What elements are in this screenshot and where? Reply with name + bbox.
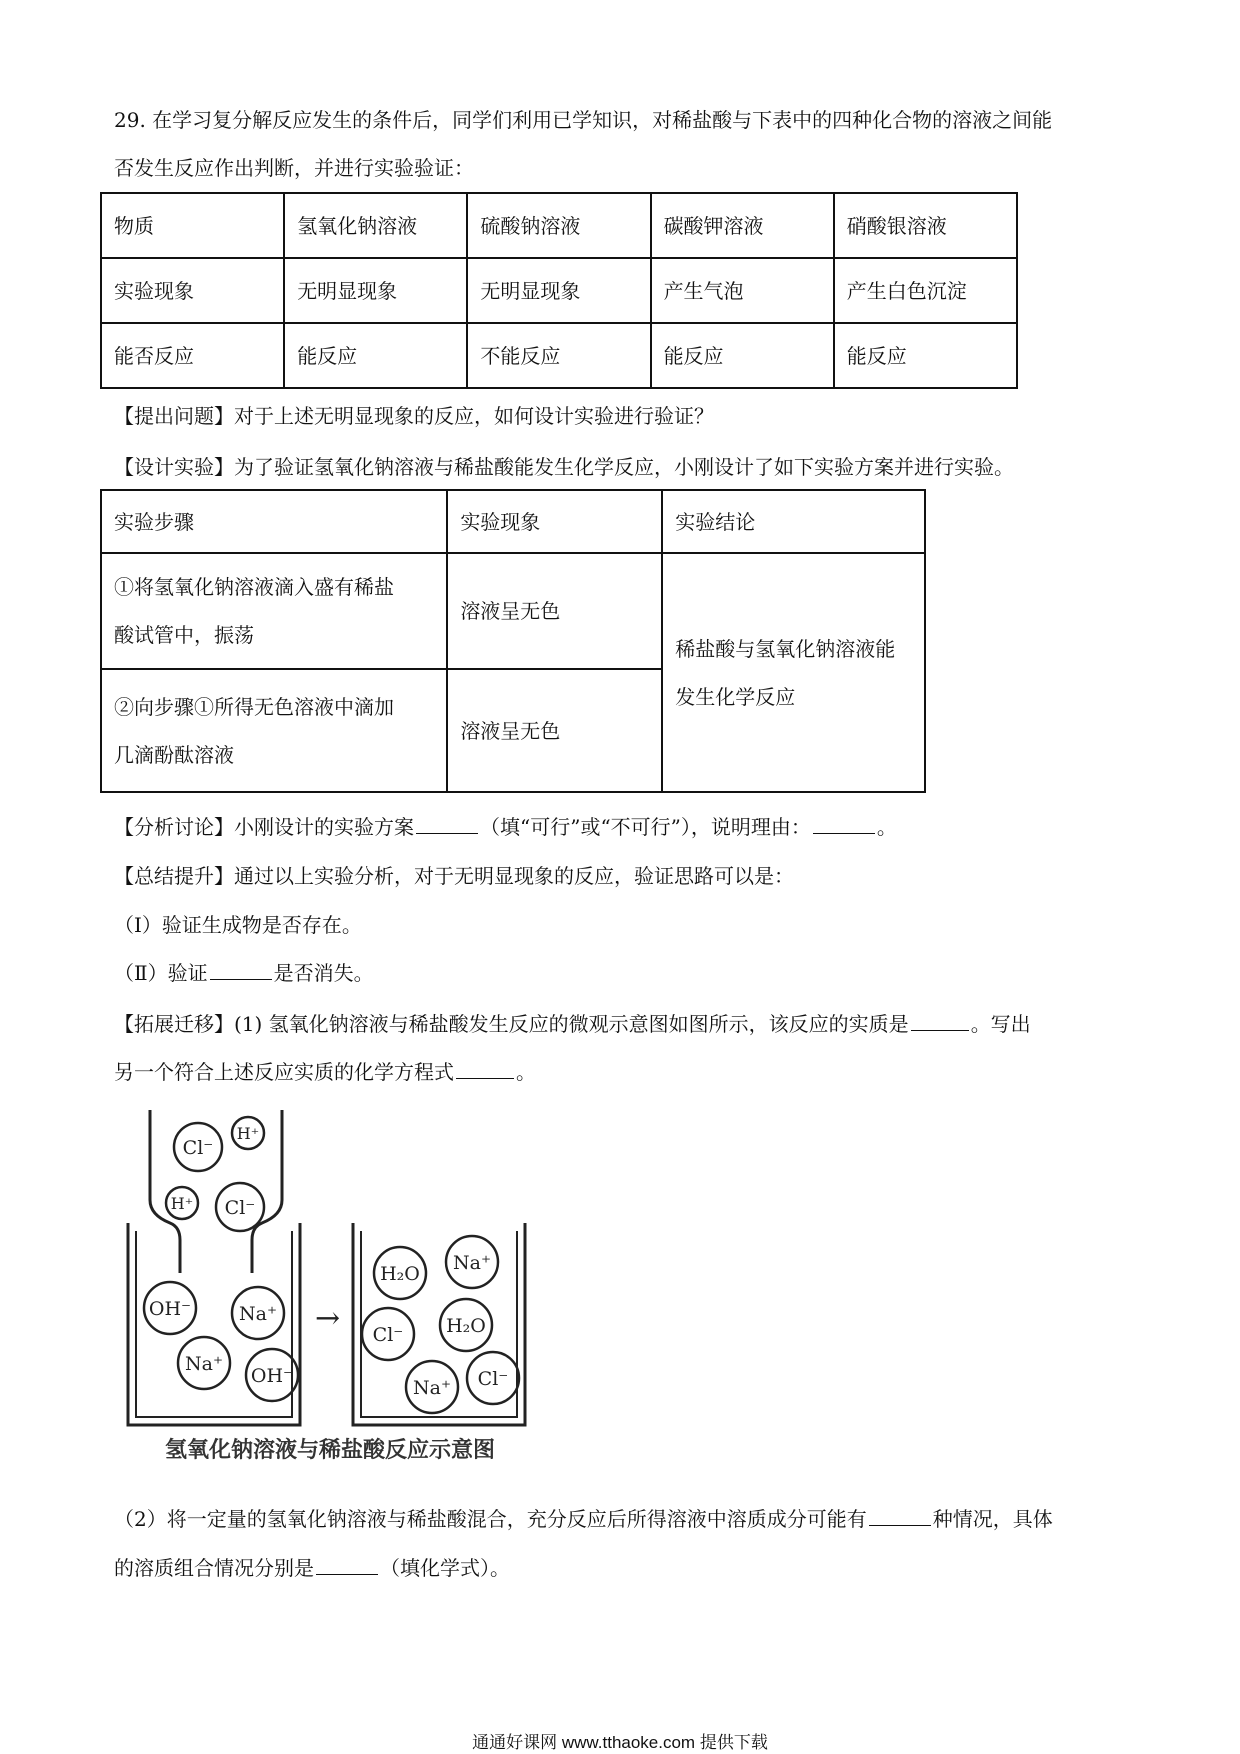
ion-label: H⁺ [170, 1194, 194, 1213]
table-cell: 能反应 [651, 323, 834, 388]
experiment-table [100, 489, 926, 793]
part-2-line-2-suffix: （填化学式）。 [380, 1556, 510, 1580]
ion-label: Na⁺ [185, 1353, 223, 1375]
table-cell: 能反应 [834, 323, 1017, 388]
table-cell: 硝酸银溶液 [834, 193, 1017, 258]
table-cell: 能反应 [284, 323, 467, 388]
answer-blank [813, 813, 875, 834]
step-2-phenomenon: 溶液呈无色 [447, 669, 662, 792]
answer-blank [210, 959, 272, 980]
answer-blank [911, 1010, 969, 1031]
answer-blank [316, 1554, 378, 1575]
ion-particle [446, 1236, 498, 1288]
conclusion-cell [662, 553, 925, 792]
conclusion-line-2: 发生化学反应 [675, 684, 796, 709]
ion-label: OH⁻ [250, 1365, 294, 1387]
extend-line-1 [114, 997, 1134, 1051]
table-cell: 实验现象 [101, 258, 284, 323]
table-cell: 物质 [101, 193, 284, 258]
ion-particle [374, 1247, 426, 1299]
extend-line-2-prefix: 另一个符合上述反应实质的化学方程式 [114, 1060, 454, 1084]
question-line-1: 29. 在学习复分解反应发生的条件后，同学们利用已学知识，对稀盐酸与下表中的四种化合物的溶液之间能 [114, 108, 1053, 132]
header-phenomenon: 实验现象 [447, 490, 662, 553]
ion-label: Cl⁻ [224, 1197, 256, 1219]
item-2-prefix: （Ⅱ）验证 [114, 961, 208, 985]
table-row [101, 193, 1017, 258]
table-cell: 碳酸钾溶液 [651, 193, 834, 258]
ion-particle [144, 1282, 196, 1334]
ion-particle [178, 1337, 230, 1389]
ion-particle [406, 1361, 458, 1413]
part-2-line-2 [114, 1541, 1134, 1595]
table-cell: 氢氧化钠溶液 [284, 193, 467, 258]
step-1-line-1: ①将氢氧化钠溶液滴入盛有稀盐 [114, 575, 394, 599]
ion-particle [362, 1308, 414, 1360]
ion-label: OH⁻ [148, 1298, 192, 1320]
ion-label: Na⁺ [413, 1377, 451, 1399]
part-2-line-1 [114, 1492, 1134, 1546]
extend-prefix: 【拓展迁移】(1) 氢氧化钠溶液与稀盐酸发生反应的微观示意图如图所示，该反应的实质是 [114, 1012, 909, 1036]
ion-particle [467, 1352, 519, 1404]
conclusion-line-1: 稀盐酸与氢氧化钠溶液能 [675, 636, 896, 661]
analysis-line [114, 800, 1134, 854]
extend-line-2 [114, 1045, 1134, 1099]
ion-particle [440, 1299, 492, 1351]
table-cell: 能否反应 [101, 323, 284, 388]
ask-question: 【提出问题】对于上述无明显现象的反应，如何设计实验进行验证？ [114, 404, 714, 428]
item-1: （Ⅰ）验证生成物是否存在。 [114, 913, 362, 937]
ion-particle [216, 1183, 264, 1231]
table-cell: 不能反应 [467, 323, 650, 388]
table-cell: 硫酸钠溶液 [467, 193, 650, 258]
ion-particle [232, 1117, 264, 1149]
answer-blank [416, 813, 478, 834]
design-experiment: 【设计实验】为了验证氢氧化钠溶液与稀盐酸能发生化学反应，小刚设计了如下实验方案并进行实验。 [114, 455, 1014, 479]
analysis-suffix: 。 [876, 815, 897, 839]
reaction-arrow: → [315, 1301, 341, 1336]
table-cell: 产生白色沉淀 [834, 258, 1017, 323]
table-row [101, 323, 1017, 388]
extend-suffix: 。写出 [970, 1012, 1031, 1036]
dropper-left-wall [150, 1110, 180, 1273]
table-cell: 无明显现象 [284, 258, 467, 323]
header-step: 实验步骤 [101, 490, 447, 553]
summary-line: 【总结提升】通过以上实验分析，对于无明显现象的反应，验证思路可以是： [114, 864, 794, 888]
question-line-2: 否发生反应作出判断，并进行实验验证： [114, 156, 474, 180]
table-cell: 产生气泡 [651, 258, 834, 323]
ion-label: H⁺ [236, 1124, 260, 1143]
header-conclusion: 实验结论 [662, 490, 925, 553]
ion-label: H₂O [446, 1315, 486, 1337]
table-cell: 无明显现象 [467, 258, 650, 323]
step-1-line-2: 酸试管中，振荡 [114, 623, 254, 647]
part-2-middle: 种情况，具体 [932, 1507, 1053, 1531]
analysis-middle: （填“可行”或“不可行”），说明理由： [480, 815, 811, 839]
ion-label: Na⁺ [239, 1303, 277, 1325]
footer-source: 通通好课网 www.tthaoke.com 提供下载 [472, 1733, 768, 1752]
ion-particle [174, 1123, 222, 1171]
ion-particle [246, 1349, 298, 1401]
step-2-cell [101, 669, 447, 792]
ion-label: Na⁺ [453, 1252, 491, 1274]
answer-blank [456, 1058, 514, 1079]
step-1-phenomenon: 溶液呈无色 [447, 553, 662, 669]
table-row [101, 258, 1017, 323]
ion-label: Cl⁻ [372, 1324, 404, 1346]
analysis-prefix: 【分析讨论】小刚设计的实验方案 [114, 815, 414, 839]
ion-label: Cl⁻ [182, 1137, 214, 1159]
item-2-suffix: 是否消失。 [273, 961, 374, 985]
part-2-prefix: （2）将一定量的氢氧化钠溶液与稀盐酸混合，充分反应后所得溶液中溶质成分可能有 [114, 1507, 867, 1531]
step-1-cell [101, 553, 447, 669]
diagram-caption: 氢氧化钠溶液与稀盐酸反应示意图 [165, 1437, 496, 1463]
ion-particle [232, 1287, 284, 1339]
answer-blank [869, 1505, 931, 1526]
item-2 [114, 946, 1134, 1000]
extend-line-2-suffix: 。 [516, 1060, 536, 1084]
ion-particle [166, 1187, 198, 1219]
reaction-diagram [110, 1105, 580, 1465]
ion-label: Cl⁻ [477, 1368, 509, 1390]
part-2-line-2-prefix: 的溶质组合情况分别是 [114, 1556, 314, 1580]
step-2-line-2: 几滴酚酞溶液 [114, 742, 234, 767]
step-2-line-1: ②向步骤①所得无色溶液中滴加 [114, 694, 394, 719]
reaction-table [100, 192, 1018, 389]
ion-label: H₂O [380, 1263, 420, 1285]
